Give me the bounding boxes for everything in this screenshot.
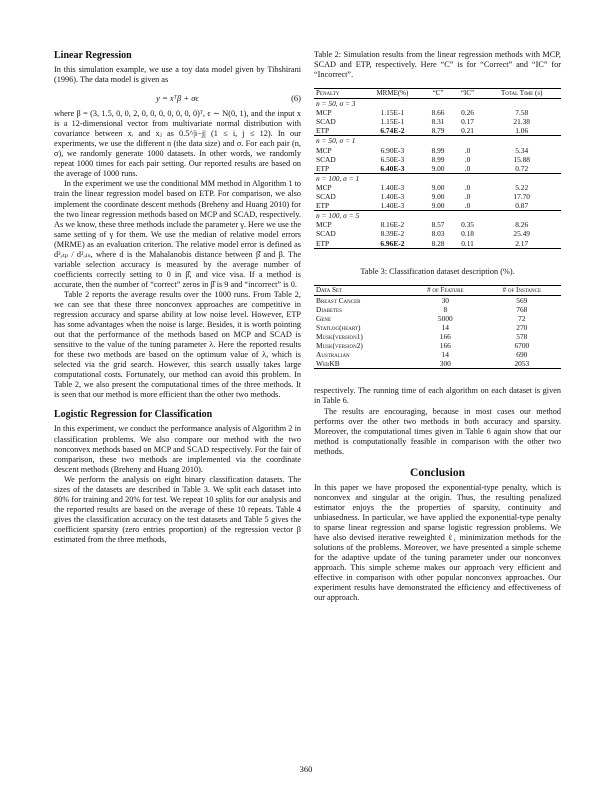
correct-cell: 9.00 (431, 182, 445, 192)
mrme-cell: 6.90E-3 (380, 145, 405, 155)
table-header-cell: “C” (423, 89, 452, 99)
table-3-caption: Table 3: Classification dataset description (%). (360, 266, 515, 276)
table-row (314, 183, 561, 192)
incorrect-cell: .0 (464, 192, 471, 202)
table-group-label: n = 50, σ = 1 (314, 136, 561, 146)
time-cell: 2.17 (482, 239, 561, 249)
paragraph: In this simulation example, we use a toy data model given by Tibshirani (1996). The data model is given as (54, 65, 301, 85)
table-group-row (314, 99, 561, 109)
time-cell: 0.87 (515, 201, 529, 211)
method-cell: SCAD (316, 229, 336, 239)
instance-count-cell: 6700 (514, 341, 530, 351)
method-cell: SCAD (316, 154, 336, 164)
method-cell: MCP (316, 182, 332, 192)
table-row (314, 155, 561, 164)
equation-body: y = xᵀβ + σϵ (156, 93, 199, 104)
time-cell: 1.06 (515, 126, 529, 136)
equation-number: (6) (291, 93, 301, 104)
mrme-cell: 1.15E-1 (380, 117, 405, 127)
incorrect-cell: 0.21 (461, 126, 474, 136)
right-column (314, 50, 561, 603)
table-2 (314, 88, 561, 249)
correct-cell: 8.03 (431, 229, 445, 239)
method-cell: MCP (316, 108, 332, 118)
method-cell: SCAD (316, 117, 336, 127)
paragraph: respectively. The running time of each algorithm on each dataset is given in Table 6. (314, 386, 561, 406)
instance-count-cell: 72 (518, 313, 526, 323)
time-cell: 5.34 (515, 145, 529, 155)
paragraph: In this experiment, we conduct the performance analysis of Algorithm 2 in classification problems. We also compare our method with the two nonconvex methods based on MCP and SCAD respectively. For the fair of comparison, these two methods are implemented via the coordinate descent methods (Breheny and Huang 2010). (54, 424, 301, 474)
instance-count-cell: 768 (516, 304, 528, 314)
table-row (314, 295, 561, 305)
table-group-label: n = 50, σ = 3 (314, 99, 561, 109)
incorrect-cell: .0 (464, 201, 471, 211)
table-row (314, 332, 561, 341)
table-row (314, 146, 561, 155)
table-group-row (314, 173, 561, 183)
time-cell: 25.49 (513, 229, 531, 239)
correct-cell: 8.99 (431, 145, 445, 155)
section-heading-linear-regression: Linear Regression (54, 50, 132, 61)
correct-cell: 8.79 (431, 126, 445, 136)
time-cell: 5.22 (515, 182, 529, 192)
time-cell: 7.58 (515, 108, 529, 118)
mrme-cell: 6.96E-2 (361, 239, 423, 249)
instance-count-cell: 578 (516, 332, 528, 342)
correct-cell: 9.00 (431, 192, 445, 202)
table-3 (314, 285, 561, 370)
table-header-cell: Penalty (314, 89, 361, 99)
table-row (314, 164, 561, 174)
time-cell: 8.26 (515, 220, 529, 230)
table-header-cell: Data Set (314, 285, 408, 295)
correct-cell: 9.00 (431, 201, 445, 211)
time-cell: 0.72 (515, 163, 529, 173)
section-heading-logistic-regression: Logistic Regression for Classification (54, 409, 213, 421)
feature-count-cell: 166 (439, 332, 451, 342)
dataset-name-cell: Statlog(heart) (316, 322, 361, 332)
incorrect-cell: 0.11 (453, 239, 483, 249)
time-cell: 21.38 (513, 117, 531, 127)
mrme-cell: 8.39E-2 (380, 229, 405, 239)
mrme-cell: 1.40E-3 (380, 192, 405, 202)
table-row (314, 192, 561, 201)
feature-count-cell: 5000 (437, 313, 453, 323)
instance-count-cell: 690 (516, 350, 528, 360)
dataset-name-cell: Gene (316, 313, 332, 323)
paragraph: In the experiment we use the conditional MM method in Algorithm 1 to train the linear regression model based on ETP. For comparison, we also implement the coordinate descent methods (Breheny and Huang 2010) for the two linear regression methods based on MCP and SCAD, respectively. As we know, these three methods include the parameter γ. Here we use the same setting of γ for them. We use the median of relative model errors (MRME) as an evaluation criterion. The relative model error is defined as d²ₑₜₚ / d²ₒₗₛ, where d is the Mahalanobis distance between β̂ and β. The variable selection accuracy is measured by the average number of coefficients correctly setting to 0 in β̂, and vice visa. If a method is accurate, then the number of “correct” zeros in β̂ is 9 and “incorrect” is 0. (54, 179, 301, 289)
table-row (314, 323, 561, 332)
table-header-row (314, 89, 561, 99)
paragraph: The results are encouraging, because in most cases our method performs over the other two methods in both accuracy and sparsity. Moreover, the computational times given in Table 6 again show that our method is computationally feasible in comparison with the other two methods. (314, 406, 561, 456)
correct-cell: 8.66 (431, 108, 445, 118)
table-header-cell: Total Time (s) (482, 89, 561, 99)
incorrect-cell: .0 (464, 145, 471, 155)
method-cell: MCP (316, 145, 332, 155)
dataset-name-cell: Breast Cancer (316, 295, 361, 305)
dataset-name-cell: WebKB (314, 359, 408, 369)
method-cell: SCAD (316, 192, 336, 202)
instance-count-cell: 270 (516, 322, 528, 332)
time-cell: 17.70 (513, 192, 531, 202)
mrme-cell: 6.50E-3 (380, 154, 405, 164)
left-column (54, 50, 301, 545)
table-header-row (314, 285, 561, 295)
paragraph: where β = (3, 1.5, 0, 0, 2, 0, 0, 0, 0, 0, 0, 0)ᵀ, ϵ ∼ N(0, 1), and the input x is a 12-dimensional vector from multivariate normal distribution with covariance between xᵢ and xⱼ as 0.5^|i−j| (1 ≤ i, j ≤ 12). In our experiments, we use the different n (the data size) and σ. For each pair (n, σ), we randomly generate 1000 datasets. In other words, we randomly repeat 1000 times for each pair setting. Our reported results are based on the average of 1000 runs. (54, 109, 301, 179)
table-header-cell: “IC” (453, 89, 483, 99)
dataset-name-cell: Musk(version1) (316, 332, 363, 342)
instance-count-cell: 2053 (483, 359, 561, 369)
feature-count-cell: 30 (441, 295, 449, 305)
method-cell: ETP (316, 163, 330, 173)
correct-cell: 8.99 (431, 154, 445, 164)
mrme-cell: 1.15E-1 (380, 108, 405, 118)
table-row (314, 229, 561, 238)
mrme-cell: 1.40E-3 (380, 182, 405, 192)
table-row (314, 126, 561, 136)
correct-cell: 8.57 (431, 220, 445, 230)
feature-count-cell: 300 (408, 359, 483, 369)
table-row (314, 239, 561, 249)
table-row (314, 305, 561, 314)
paragraph: Table 2 reports the average results over the 1000 runs. From Table 2, we can see that these three nonconvex approaches are competitive in regression accuracy and sparse ability at low noise level. However, ETP has some advantages when the noise is large. Besides, it is worth pointing out that the performance of the methods based on MCP and SCAD is sensitive to the value of the tuning parameter λ. Here the reported results for these two methods are based on the optimum value of λ, which is selected via the grid search. However, this search usually takes large computational costs. Fortunately, our method can avoid this problem. In Table 2, we also present the computational times of the three methods. It is seen that our method is more efficient than the other two methods. (54, 289, 301, 400)
table-group-row (314, 211, 561, 221)
table-row (314, 117, 561, 126)
table-row (314, 220, 561, 229)
incorrect-cell: 0.35 (461, 220, 474, 230)
table-header-cell: # of Instance (483, 285, 561, 295)
feature-count-cell: 166 (439, 341, 451, 351)
incorrect-cell: 0.17 (461, 117, 474, 127)
correct-cell: 9.00 (431, 163, 445, 173)
mrme-cell: 8.16E-2 (380, 220, 405, 230)
instance-count-cell: 569 (516, 295, 528, 305)
incorrect-cell: .0 (464, 154, 471, 164)
method-cell: MCP (316, 220, 332, 230)
method-cell: ETP (314, 239, 361, 249)
paragraph: We perform the analysis on eight binary classification datasets. The sizes of the datasets are described in Table 3. We split each dataset into 80% for training and 20% for test. We repeat 10 splits for our analysis and the reported results are based on the average of these 10 repeats. Table 4 gives the classification accuracy on the test datasets and Table 5 gives the coefficient sparsity (zero entries proportion) of the regression vector β estimated from the three methods, (54, 474, 301, 544)
table-header-cell: # of Feature (408, 285, 483, 295)
page-number: 360 (299, 764, 313, 774)
paragraph: In this paper we have proposed the exponential-type penalty, which is nonconvex and singular at the origin. Thus, the resulting penalized estimator enjoys the the properties of sparsity, continuity and unbiasedness. In particular, we have applied the exponential-type penalty to sparse linear regression and sparse logistic regression problems. We have also devised iterative reweighted ℓ₁ minimization methods for the solutions of the problems. Moreover, we have presented a simple scheme for the adaptive update of the tuning parameter under our nonconvex approach. This simple scheme makes our approach very efficient and effective in comparison with other popular nonconvex approaches. Our experiment results have demonstrated the efficiency and effectiveness of our approach. (314, 482, 561, 603)
mrme-cell: 1.40E-3 (380, 201, 405, 211)
table-row (314, 314, 561, 323)
method-cell: ETP (316, 201, 330, 211)
table-row (314, 201, 561, 211)
table-row (314, 350, 561, 359)
table-row (314, 359, 561, 369)
dataset-name-cell: Diabetes (316, 304, 342, 314)
table-row (314, 108, 561, 117)
table-group-label: n = 100, σ = 5 (314, 211, 561, 221)
dataset-name-cell: Musk(version2) (316, 341, 363, 351)
correct-cell: 8.31 (431, 117, 445, 127)
feature-count-cell: 14 (441, 322, 449, 332)
table-group-row (314, 136, 561, 146)
incorrect-cell: .0 (464, 163, 471, 173)
correct-cell: 8.28 (423, 239, 452, 249)
time-cell: 15.88 (513, 154, 531, 164)
feature-count-cell: 8 (443, 304, 448, 314)
feature-count-cell: 14 (441, 350, 449, 360)
table-2-caption: Table 2: Simulation results from the linear regression methods with MCP, SCAD and ETP, respectively. Here “C” is for “Correct” and “IC” for “Incorrect”. (314, 50, 561, 79)
mrme-cell: 6.40E-3 (380, 163, 405, 173)
equation-6 (54, 91, 301, 105)
table-row (314, 341, 561, 350)
section-heading-conclusion: Conclusion (410, 466, 465, 479)
table-group-label: n = 100, σ = 1 (314, 173, 561, 183)
incorrect-cell: .0 (464, 182, 471, 192)
method-cell: ETP (316, 126, 330, 136)
dataset-name-cell: Australian (316, 350, 350, 360)
mrme-cell: 6.74E-2 (380, 126, 405, 136)
incorrect-cell: 0.18 (461, 229, 474, 239)
table-header-cell: MRME(%) (361, 89, 423, 99)
incorrect-cell: 0.26 (461, 108, 474, 118)
